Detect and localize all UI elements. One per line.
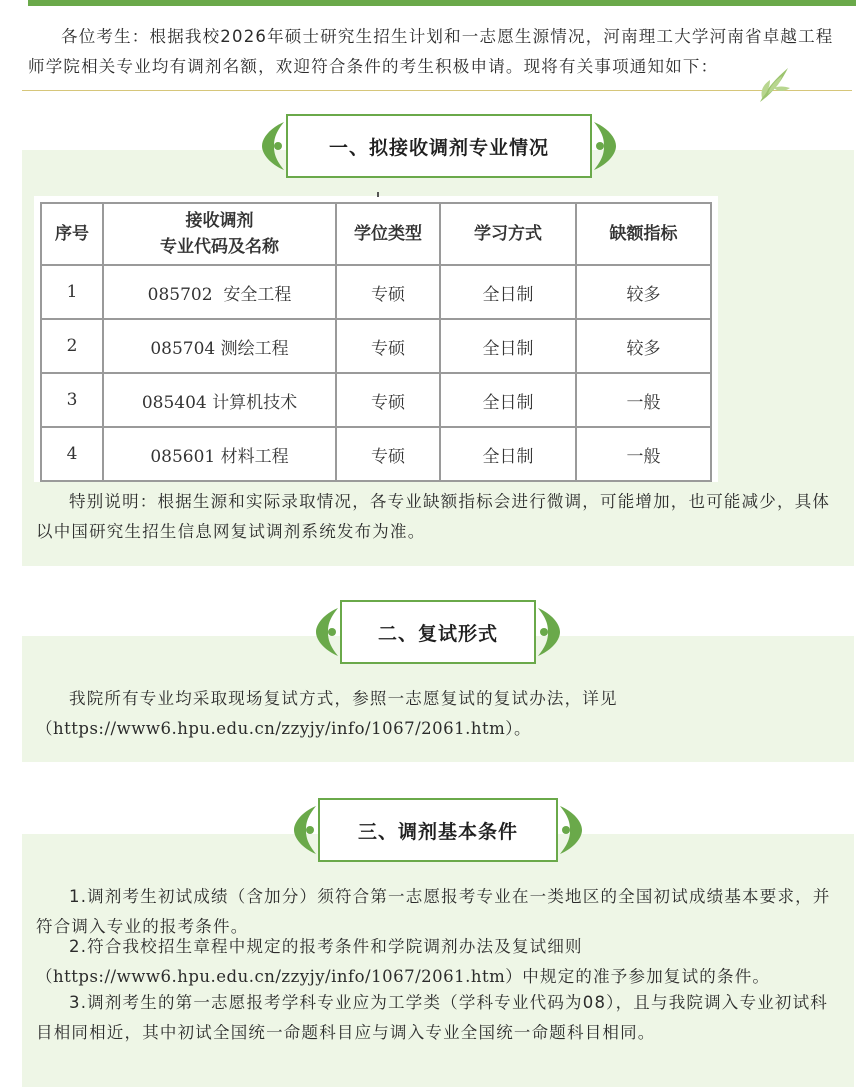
section-title-majors	[286, 114, 592, 178]
section-title-text: 一、拟接收调剂专业情况	[328, 136, 549, 159]
cell-degree: 专硕	[336, 427, 440, 481]
scan-mark	[377, 192, 379, 197]
condition-2-tail: 中规定的准予参加复试的条件。	[522, 967, 771, 986]
cell-vacancy: 较多	[576, 265, 711, 319]
table-row	[41, 427, 711, 481]
retest-paragraph	[36, 684, 836, 744]
ornament-icon	[294, 806, 316, 854]
header-study-mode: 学习方式	[440, 203, 576, 265]
cell-index: 3	[41, 373, 103, 427]
condition-1: 1.调剂考生初试成绩（含加分）须符合第一志愿报考专业在一类地区的全国初试成绩基本要求，并符合调入专业的报考条件。	[36, 887, 831, 936]
ornament-icon	[560, 806, 582, 854]
cell-study-mode: 全日制	[440, 373, 576, 427]
top-accent-line	[28, 0, 856, 6]
ornament-icon	[594, 122, 616, 170]
condition-2-text: 2.符合我校招生章程中规定的报考条件和学院调剂办法及复试细则	[69, 937, 583, 956]
retest-link[interactable]: （https://www6.hpu.edu.cn/zzyjy/info/1067/2061.htm）。	[36, 719, 532, 738]
cell-major: 085601 材料工程	[103, 427, 336, 481]
table-row	[41, 265, 711, 319]
header-major: 接收调剂 专业代码及名称	[103, 203, 336, 265]
cell-major: 085702 安全工程	[103, 265, 336, 319]
condition-2-link[interactable]: （https://www6.hpu.edu.cn/zzyjy/info/1067/2061.htm）	[36, 967, 523, 986]
header-vacancy: 缺额指标	[576, 203, 711, 265]
cell-study-mode: 全日制	[440, 427, 576, 481]
ornament-icon	[262, 122, 284, 170]
ornament-icon	[538, 608, 560, 656]
special-note: 特别说明：根据生源和实际录取情况，各专业缺额指标会进行微调，可能增加，也可能减少，具体以中国研究生招生信息网复试调剂系统发布为准。	[36, 492, 831, 541]
cell-index: 4	[41, 427, 103, 481]
cell-degree: 专硕	[336, 265, 440, 319]
cell-index: 2	[41, 319, 103, 373]
intro-paragraph: 各位考生：根据我校2026年硕士研究生招生计划和一志愿生源情况，河南理工大学河南省卓越工程师学院相关专业均有调剂名额，欢迎符合条件的考生积极申请。现将有关事项通知如下：	[28, 27, 834, 76]
condition-2	[36, 932, 836, 992]
table-row	[41, 319, 711, 373]
cell-major: 085404 计算机技术	[103, 373, 336, 427]
section-title-text: 三、调剂基本条件	[357, 820, 518, 843]
table-row	[41, 373, 711, 427]
table-header-row	[41, 203, 711, 265]
leaf-icon	[752, 64, 796, 104]
section-title-text: 二、复试形式	[377, 622, 498, 645]
majors-table	[40, 202, 712, 482]
intro-divider	[22, 90, 852, 91]
cell-degree: 专硕	[336, 373, 440, 427]
header-degree: 学位类型	[336, 203, 440, 265]
ornament-icon	[316, 608, 338, 656]
cell-study-mode: 全日制	[440, 265, 576, 319]
condition-3: 3.调剂考生的第一志愿报考学科专业应为工学类（学科专业代码为08），且与我院调入专业初试科目相同相近，其中初试全国统一命题科目应与调入专业全国统一命题科目相同。	[36, 993, 828, 1042]
retest-text: 我院所有专业均采取现场复试方式，参照一志愿复试的复试办法，详见	[69, 689, 618, 708]
cell-vacancy: 较多	[576, 319, 711, 373]
cell-degree: 专硕	[336, 319, 440, 373]
header-index: 序号	[41, 203, 103, 265]
cell-major: 085704 测绘工程	[103, 319, 336, 373]
section-title-retest	[340, 600, 536, 664]
cell-vacancy: 一般	[576, 427, 711, 481]
cell-vacancy: 一般	[576, 373, 711, 427]
cell-index: 1	[41, 265, 103, 319]
cell-study-mode: 全日制	[440, 319, 576, 373]
section-title-conditions	[318, 798, 558, 862]
